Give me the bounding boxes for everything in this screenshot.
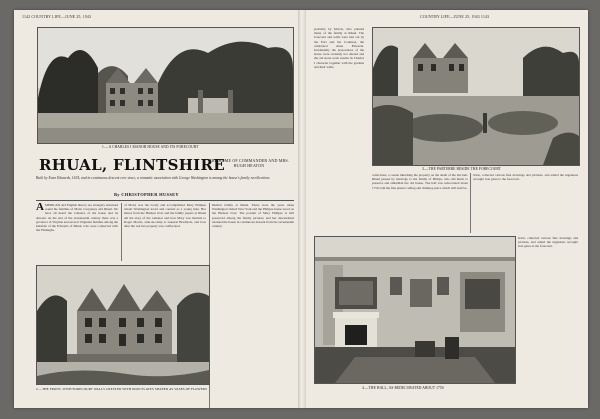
right-column-3: brick, collected various fine drawings and pictures, and added the ingenious wrought iron gates to the forecourt.: [473, 173, 578, 182]
right-page-header: COUNTRY LIFE—JUNE 25, 1943 1143: [420, 14, 490, 19]
column-divider: [470, 173, 471, 233]
byline-rule: [36, 200, 294, 201]
left-column-1: [36, 203, 118, 261]
right-column-2: collections, a cousin inheriting the property on the death of the last heir. Rhual passed by marriage to the family of Philips, who did much to preserve and embellish the old house. The hall was redecorated about 1750 with the fine plaster ceiling and chimney-piece which still survive.: [372, 173, 468, 190]
parterre-photo: [372, 27, 580, 166]
right-page: [302, 10, 588, 408]
right-column-4: brick, collected various fine drawings and pictures, and added the ingenious wrought iron gates to the forecourt.: [518, 236, 578, 249]
column-divider: [121, 203, 122, 261]
caption-figure-3: 3.—THE PARTERRE BESIDE THE FORECOURT: [422, 167, 501, 171]
left-column-1-text: MERICAN and English history are strangely entwined round the families of Mold, Gwysaney and Rhual. We have all heard the romance of the house and its descent. At the end of the seventeenth century there was a governor of Virginia and several Virginian families among the kinsfolk of the Edwards of Rhual, who were connected with the Fitzhughs.: [36, 203, 118, 233]
hall-photo: [314, 236, 516, 384]
article-subtitle: THE HOME OF COMMANDER AND MRS. HUGH HEATON: [208, 158, 289, 168]
manor-house-photo: [37, 27, 294, 144]
front-forecourt-photo: [36, 265, 210, 385]
article-title: RHUAL, FLINTSHIRE: [39, 156, 225, 174]
caption-figure-4: 4.—THE HALL, AS REDECORATED ABOUT 1750: [362, 386, 444, 390]
article-intro: Built by Evan Edwards, 1634, and in continuous descent ever since, a romantic association with George Washington is among the house's family recollections: [36, 176, 270, 180]
right-column-1: probably by Morris, who painted many of the family at Rhual. The forecourt and walls were laid out by the Earl and his Countess, the celebrated Anne Edwards. Incidentally the proportions of the house were certainly not altered and the old stone work retains its Charles I character together with the gardens and their walls.: [314, 27, 364, 69]
caption-figure-2: 2.—THE FRONT, WITH FORECOURT WALLS CRESTED WITH IRON PLATES SHAPED AS VASES OF FLOWERS: [36, 387, 208, 391]
left-column-2: of Mold, was the lovely and accomplished Mary Philipse whom Washington loved and courted as a young man. Her letters from the Hudson river and the family papers at Rhual tell the story of the romance and how Mary was married to Roger Morris, aide-de-camp to General Braddock, and how after the war her property was confiscated.: [124, 203, 206, 229]
drop-cap: A: [36, 203, 44, 213]
article-byline: By CHRISTOPHER HUSSEY: [114, 192, 179, 197]
left-column-3: Dunbar family at Rhual. These were the years when Washington visited New York and the Philipse house stood on the Hudson river. The portrait of Mary Philipse is still preserved among the family pictures, and her descendants retained the house in continuous descent from the seventeenth century.: [212, 203, 294, 229]
caption-figure-1: 1.—A CHARLES I MANOR HOUSE AND ITS FORECOURT: [102, 145, 199, 149]
left-page: [14, 10, 301, 408]
page-gutter: [298, 10, 306, 408]
left-page-header: 1142 COUNTRY LIFE—JUNE 25, 1943: [22, 14, 92, 19]
